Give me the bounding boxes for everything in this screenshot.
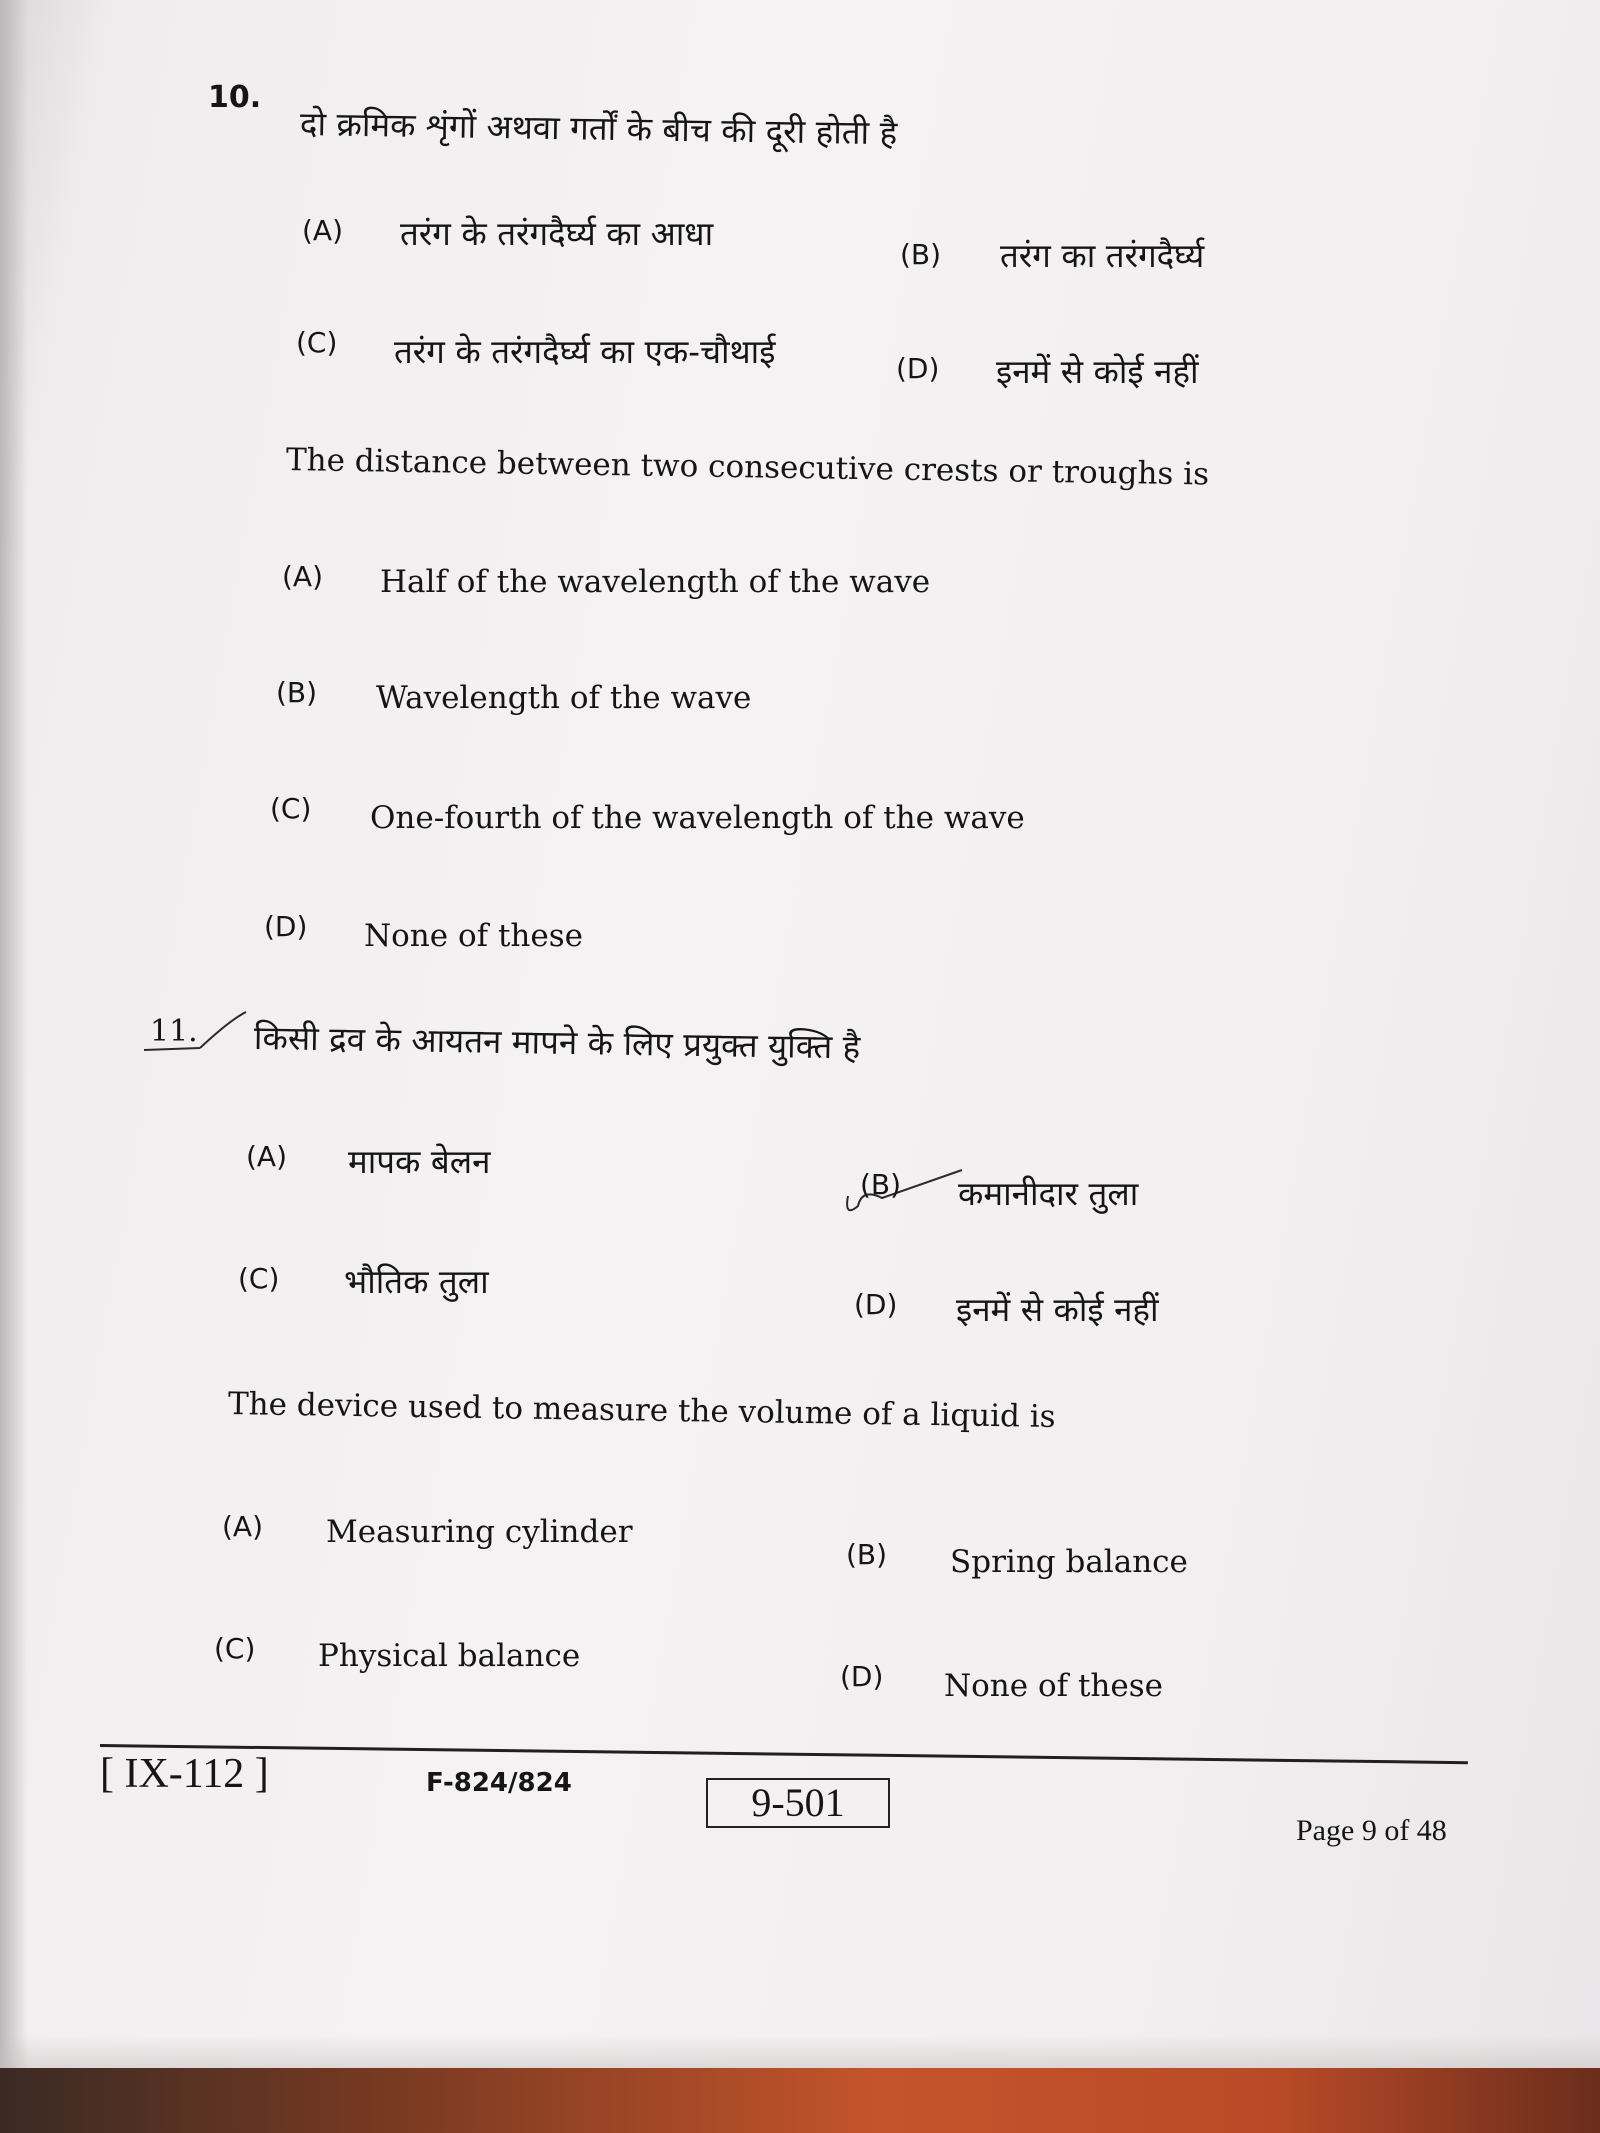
q10-hindi-option-b: तरंग का तरंगदैर्घ्य bbox=[1000, 236, 1205, 275]
q11-english-option-a: Measuring cylinder bbox=[326, 1514, 633, 1550]
footer-box-code: 9-501 bbox=[706, 1778, 890, 1828]
question-11-english: The device used to measure the volume of a liquid is bbox=[227, 1386, 1056, 1435]
page-edge-shadow bbox=[0, 0, 28, 2133]
check-mark-annotation bbox=[140, 1000, 250, 1060]
q11-english-option-d: None of these bbox=[944, 1668, 1163, 1704]
q10-hindi-option-c: तरंग के तरंगदैर्घ्य का एक-चौथाई bbox=[394, 332, 776, 371]
q10-hindi-option-a-label: (A) bbox=[302, 214, 344, 247]
q11-hindi-option-c: भौतिक तुला bbox=[344, 1262, 489, 1301]
footer-class-code: [ IX-112 ] bbox=[100, 1751, 269, 1797]
q10-english-option-c: One-fourth of the wavelength of the wave bbox=[370, 800, 1025, 836]
footer-paper-code: F-824/824 bbox=[426, 1768, 572, 1798]
q10-hindi-option-c-label: (C) bbox=[296, 326, 338, 359]
q10-english-option-a-label: (A) bbox=[282, 560, 324, 593]
question-10-number: 10. bbox=[208, 80, 262, 115]
q10-english-option-b: Wavelength of the wave bbox=[376, 680, 752, 716]
q11-hindi-option-b: कमानीदार तुला bbox=[958, 1174, 1139, 1213]
q10-english-option-c-label: (C) bbox=[270, 792, 312, 825]
q10-english-option-d-label: (D) bbox=[264, 910, 308, 943]
question-10-english: The distance between two consecutive crests or troughs is bbox=[285, 442, 1210, 493]
q11-english-option-d-label: (D) bbox=[840, 1660, 884, 1693]
q11-hindi-option-a-label: (A) bbox=[246, 1140, 288, 1173]
background-surface bbox=[0, 2068, 1600, 2133]
q10-english-option-a: Half of the wavelength of the wave bbox=[380, 564, 931, 600]
q11-english-option-c: Physical balance bbox=[318, 1638, 581, 1674]
q10-english-option-b-label: (B) bbox=[276, 676, 318, 709]
q11-english-option-b-label: (B) bbox=[846, 1538, 888, 1571]
q11-english-option-c-label: (C) bbox=[214, 1632, 256, 1665]
question-10-hindi: दो क्रमिक शृंगों अथवा गर्तों के बीच की दूरी होती है bbox=[299, 104, 898, 153]
question-11-number: 11. bbox=[150, 1014, 198, 1049]
q11-hindi-option-d-label: (D) bbox=[854, 1288, 898, 1321]
q11-hindi-option-a: मापक बेलन bbox=[348, 1142, 491, 1181]
q11-hindi-option-c-label: (C) bbox=[238, 1262, 280, 1295]
q10-hindi-option-d: इनमें से कोई नहीं bbox=[996, 352, 1199, 391]
question-11-hindi: किसी द्रव के आयतन मापने के लिए प्रयुक्त युक्ति है bbox=[253, 1018, 861, 1067]
q11-hindi-option-d: इनमें से कोई नहीं bbox=[956, 1290, 1159, 1329]
q10-hindi-option-a: तरंग के तरंगदैर्घ्य का आधा bbox=[400, 214, 714, 253]
q10-hindi-option-d-label: (D) bbox=[896, 352, 940, 385]
q10-english-option-d: None of these bbox=[364, 918, 583, 954]
q11-hindi-option-b-label: (B) bbox=[860, 1168, 902, 1201]
q11-english-option-a-label: (A) bbox=[222, 1510, 264, 1543]
footer-page-number: Page 9 of 48 bbox=[1296, 1814, 1447, 1847]
q11-english-option-b: Spring balance bbox=[950, 1544, 1188, 1580]
q10-hindi-option-b-label: (B) bbox=[900, 238, 942, 271]
